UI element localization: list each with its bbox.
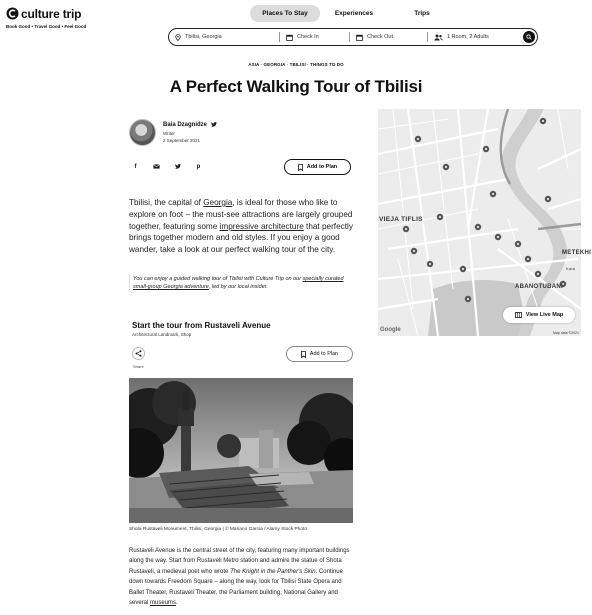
location-field[interactable] [169, 29, 279, 45]
publish-date: 2 September 2021 [163, 138, 201, 143]
bookmark-icon [298, 164, 303, 171]
check-in-field[interactable] [279, 32, 349, 42]
author-name-text: Baia Dzagnidze [163, 122, 208, 129]
add-to-plan-button[interactable] [284, 159, 351, 175]
museums-link[interactable]: museums [150, 600, 177, 607]
page-title: A Perfect Walking Tour of Tbilisi [169, 77, 423, 96]
section-subtitle: Architectural Landmark, Shop [132, 332, 192, 337]
calendar-icon [356, 34, 363, 41]
pinterest-icon[interactable]: p [196, 163, 201, 170]
body-text-2: . Continue down towards Freedom Square – along the way, look for Tbilisi State Opera and Ballet Theater, Rustaveli Theater, the Parliament building, National Gallery and several [129, 568, 343, 607]
search-icon [526, 34, 532, 40]
location-pin-icon [175, 34, 181, 41]
tab-experiences[interactable]: Experiences [334, 10, 374, 17]
body-text-3: . [176, 600, 178, 607]
brand-logo[interactable] [6, 5, 86, 29]
view-live-map-button[interactable] [503, 307, 575, 323]
author-name[interactable] [163, 122, 217, 128]
rustaveli-monument-photo[interactable] [129, 378, 353, 523]
share-label: Share [133, 364, 144, 369]
culture-trip-logo-icon [6, 7, 19, 20]
tab-places-to-stay[interactable]: Places To Stay [250, 5, 320, 22]
facebook-icon[interactable]: f [134, 163, 137, 170]
section-title[interactable]: Start the tour from Rustaveli Avenue [132, 321, 271, 330]
note-text-1: You can enjoy a guided walking tour of Tbilisi with Culture Trip on our [133, 276, 303, 282]
google-logo: Google [380, 327, 401, 333]
map-label-abanotubani: ABANOTUBANI [515, 284, 563, 290]
author-role: Writer [163, 131, 175, 136]
breadcrumb[interactable]: ASIA · GEORGIA · TBILISI · THINGS TO DO [248, 62, 344, 67]
photo-caption: Shota Rustaveli Monument, Tbilisi, Georgia | © Mariano Garcia / Alamy Stock Photo [129, 527, 307, 532]
brand-tagline: Book Good • Travel Good • Feel Good [6, 24, 87, 29]
body-text-1: Rustaveli Avenue is the central street of the city, featuring many important buildings along the way. Start from Rustaveli Metro station and admire the statue of Shota Rustaveli, a medieval poet who wrote [129, 548, 350, 575]
guests-field[interactable] [427, 32, 517, 42]
map-icon [515, 312, 522, 318]
calendar-icon [286, 34, 293, 41]
map-data-credit: Map data ©2021 [553, 331, 579, 335]
share-button[interactable] [132, 347, 145, 360]
twitter-icon[interactable] [211, 122, 217, 127]
author-avatar[interactable] [129, 119, 156, 146]
search-button[interactable] [523, 31, 535, 43]
location-value: Tbilisi, Georgia [185, 34, 222, 40]
map-label-metekhi: METEKHI [562, 250, 592, 256]
twitter-share-icon[interactable] [174, 163, 181, 170]
map-label-kala: Kala [566, 266, 576, 271]
check-in-placeholder: Check In [297, 34, 319, 40]
bookmark-icon [301, 351, 306, 358]
map-label-old-tbilisi: VIEJA TIFLIS [379, 216, 423, 223]
guests-value: 1 Room, 2 Adults [447, 34, 489, 40]
share-icon [135, 350, 142, 357]
architecture-link[interactable]: impressive architecture [219, 221, 304, 231]
intro-text-3: that perfectly brings together modern and old styles. If you enjoy a good wander, take a look at our perfect walking tour of the city. [129, 221, 353, 255]
check-out-field[interactable] [349, 32, 427, 42]
check-out-placeholder: Check Out [367, 34, 393, 40]
brand-name: culture trip [21, 6, 82, 21]
search-bar [168, 28, 538, 46]
tab-trips[interactable]: Trips [414, 10, 430, 17]
intro-text-1: Tbilisi, the capital of [129, 198, 204, 207]
article-intro [129, 197, 354, 256]
intro-text-2: , is ideal for those who like to explore on foot – the must-see attractions are largely grouped together, featuring some [129, 198, 353, 231]
main-nav [250, 5, 456, 22]
georgia-adventure-link[interactable]: specially curated small-group Georgia adventure [133, 276, 344, 291]
add-to-plan-label: Add to Plan [306, 164, 338, 170]
georgia-link[interactable]: Georgia [203, 198, 233, 207]
guests-icon [434, 34, 443, 41]
view-live-map-label: View Live Map [525, 312, 564, 318]
section-add-to-plan-label: Add to Plan [309, 351, 339, 357]
section-add-to-plan-button[interactable] [286, 346, 353, 362]
book-title: The Knight in the Panther's Skin [230, 568, 316, 575]
section-body [129, 546, 357, 608]
tour-note [129, 275, 354, 292]
email-icon[interactable] [153, 163, 160, 170]
note-text-2: , led by our local insider. [208, 284, 268, 291]
share-icons [132, 163, 202, 170]
